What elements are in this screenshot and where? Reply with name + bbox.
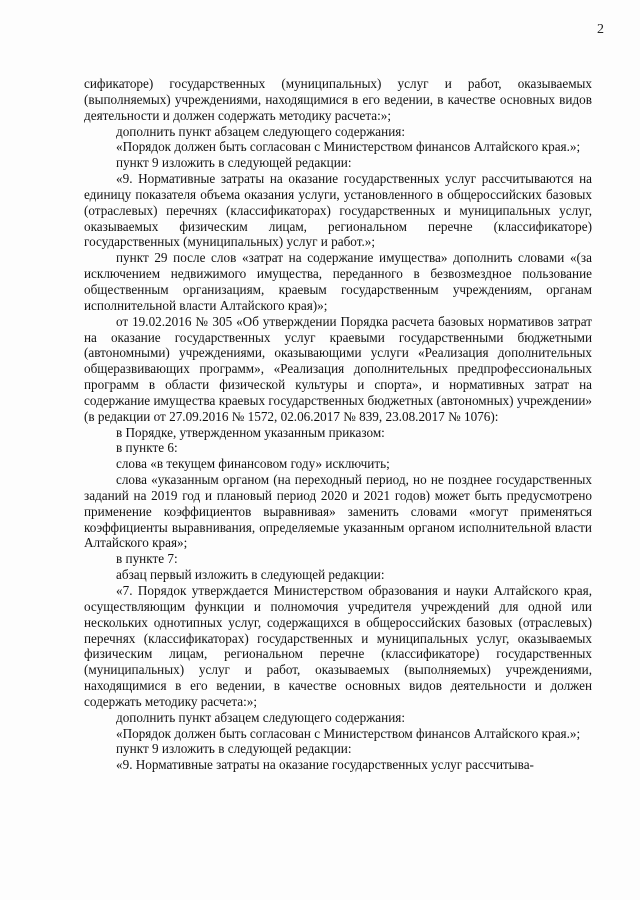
paragraph: пункт 9 изложить в следующей редакции:: [116, 741, 352, 757]
paragraph: «9. Нормативные затраты на оказание государственных услуг рассчитыва-: [116, 757, 534, 773]
paragraph: сификаторе) государственных (муниципальных) услуг и работ, оказываемых (выполняемых) учреждениями, находящимися в его ведении, в качестве основных видов деятельности и должен содержать методику расчета:»;: [84, 76, 592, 123]
paragraph: пункт 29 после слов «затрат на содержание имущества» дополнить словами «(за исключением недвижимого имущества, переданного в безвозмездное пользование общественным организациям, краевым государственным учреждениям, органам исполнительной власти Алтайского края)»;: [84, 250, 592, 313]
document-body: [84, 76, 592, 773]
paragraph: от 19.02.2016 № 305 «Об утверждении Порядка расчета базовых нормативов затрат на оказание государственных услуг краевыми государственными бюджетными (автономными) учреждениями, оказывающими услуги «Реализация дополнительных общеразвивающих программ», «Реализация дополнительных предпрофессиональных программ в области физической культуры и спорта», и нормативных затрат на содержание имущества краевых государственных бюджетных (автономных) учреждении» (в редакции от 27.09.2016 № 1572, 02.06.2017 № 839, 23.08.2017 № 1076):: [84, 313, 592, 424]
paragraph: в пункте 7:: [116, 551, 178, 567]
paragraph: слова «в текущем финансовом году» исключить;: [116, 456, 390, 472]
paragraph: в Порядке, утвержденном указанным приказом:: [116, 424, 385, 440]
page-number: 2: [597, 22, 604, 37]
paragraph: «7. Порядок утверждается Министерством образования и науки Алтайского края, осуществляющим функции и полномочия учредителя учреждений для одной или нескольких однотипных услуг, содержащихся в общероссийских базовых (отраслевых) перечнях (классификаторах) государственных и муниципальных услуг, оказываемых физическим лицам, региональном перечне (классификаторе) государственных (муниципальных) услуг и работ, оказываемых (выполняемых) учреждениями, находящимися в его ведении, в качестве основных видов деятельности и должен содержать методику расчета:»;: [84, 583, 592, 709]
paragraph: слова «указанным органом (на переходный период, но не позднее государственных заданий на 2019 год и плановый период 2020 и 2021 годов) может быть предусмотрено применение коэффициентов выравнивая» заменить словами «могут применяться коэффициенты выравнивания, определяемые указанным органом исполнительной власти Алтайского края»;: [84, 472, 592, 551]
paragraph: «9. Нормативные затраты на оказание государственных услуг рассчитываются на единицу показателя объема оказания услуги, установленного в общероссийских базовых (отраслевых) перечнях (классификаторах) государственных и муниципальных услуг, оказываемых физическим лицам, региональном перечне (классификаторе) государственных (муниципальных) услуг и работ.»;: [84, 171, 592, 250]
paragraph: дополнить пункт абзацем следующего содержания:: [116, 709, 406, 725]
paragraph: в пункте 6:: [116, 440, 178, 456]
paragraph: пункт 9 изложить в следующей редакции:: [116, 155, 352, 171]
paragraph: дополнить пункт абзацем следующего содержания:: [116, 123, 406, 139]
paragraph: «Порядок должен быть согласован с Министерством финансов Алтайского края.»;: [116, 139, 581, 155]
paragraph: абзац первый изложить в следующей редакции:: [116, 567, 385, 583]
paragraph: «Порядок должен быть согласован с Министерством финансов Алтайского края.»;: [116, 725, 581, 741]
